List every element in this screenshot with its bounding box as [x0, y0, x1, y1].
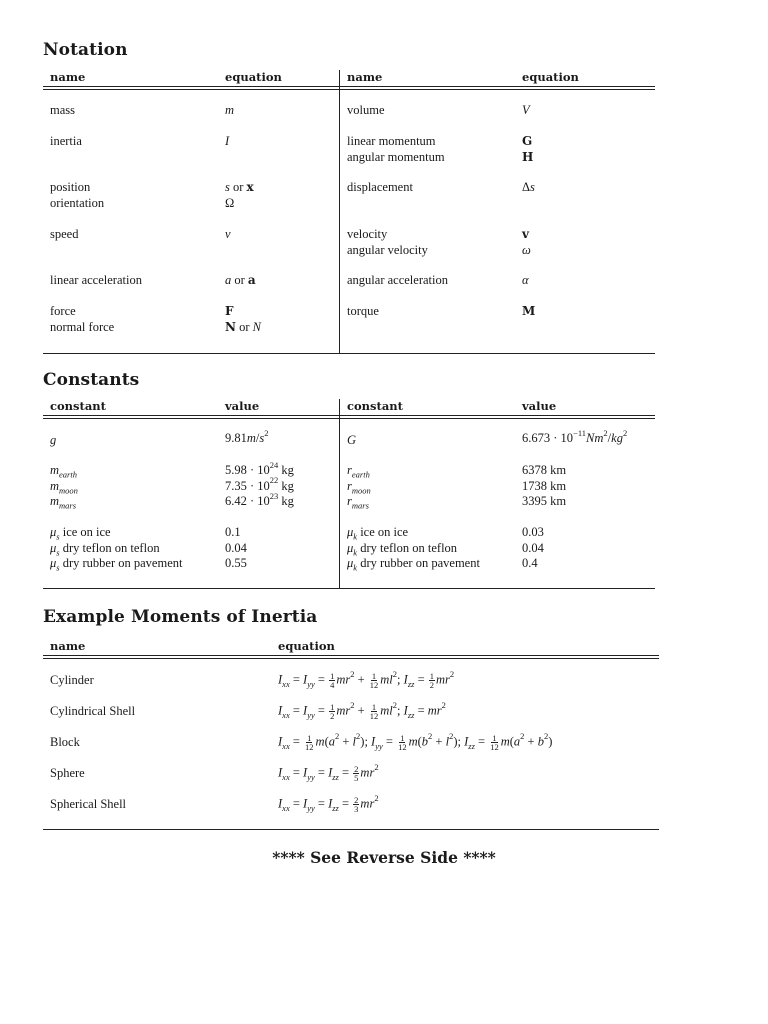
notation-header-name-left: name	[50, 70, 86, 84]
notation-name-volume: volume	[347, 103, 385, 117]
notation-name-mass: mass	[50, 103, 75, 117]
notation-title: Notation	[43, 40, 128, 60]
mu-k-teflon-value: 0.04	[522, 540, 544, 555]
notation-eq-position: s or x Ω	[225, 180, 254, 210]
moment-name-cylindrical-shell: Cylindrical Shell	[50, 704, 136, 718]
constant-G-symbol: G	[347, 433, 357, 447]
constant-mass-symbols: $m_{earth}$ $m_{moon}$ $m_{mars}$	[50, 463, 78, 511]
moment-eq-cylinder: $I_{xx} = I_{yy}$ = $\frac{1}{4}$ $mr^2$ + $\frac{1}{12}$ $ml^2$; $I_{zz}$ = $\frac{1}{2}$ $mr^2$	[278, 669, 455, 690]
constant-G-value: $6.673 \cdot 10^{-11}Nm^2/kg^2$	[522, 427, 628, 445]
notation-eq-volume: V	[522, 103, 530, 117]
notation-name-force	[50, 304, 114, 335]
moments-header-name: name	[50, 639, 86, 653]
table-bottom-rule	[43, 829, 659, 830]
notation-name-normal-force-line: normal force	[50, 319, 115, 334]
constants-header-value-left: value	[225, 399, 260, 413]
see-reverse-side-note: **** See Reverse Side ****	[272, 848, 496, 867]
notation-name-angular-velocity-line: angular velocity	[347, 242, 428, 257]
column-divider	[339, 399, 340, 588]
moment-eq-cylindrical-shell: $I_{xx} = I_{yy}$ = $\frac{1}{2}$ $mr^2$ + $\frac{1}{12}$ $ml^2$; $I_{zz} = mr^2$	[278, 700, 446, 721]
notation-name-force-line: force	[50, 304, 76, 318]
notation-name-position	[50, 180, 104, 211]
constant-mass-values: $5.98 \cdot 10^{24}$ kg $7.35 \cdot 10^{22}$ kg $6.42 \cdot 10^{23}$ kg	[225, 459, 294, 508]
table-bottom-rule	[43, 588, 655, 589]
moments-title: Example Moments of Inertia	[43, 607, 318, 627]
constant-mu-k-values	[522, 525, 544, 572]
header-rule-bottom	[43, 658, 659, 659]
header-rule-bottom	[43, 418, 655, 419]
notation-header-name-right: name	[347, 70, 383, 84]
notation-name-inertia: inertia	[50, 134, 82, 148]
notation-name-velocity	[347, 227, 428, 258]
notation-name-displacement: displacement	[347, 180, 413, 194]
table-bottom-rule	[43, 353, 655, 354]
constant-radius-values	[522, 463, 566, 510]
notation-name-speed: speed	[50, 227, 79, 241]
notation-header-equation-right: equation	[522, 70, 579, 84]
notation-name-velocity-line: velocity	[347, 227, 388, 241]
header-rule-top	[43, 415, 655, 416]
notation-name-linear-acceleration: linear acceleration	[50, 273, 142, 287]
notation-table	[43, 70, 655, 354]
notation-name-angular-acceleration: angular acceleration	[347, 273, 448, 287]
notation-eq-displacement: Δs	[522, 180, 535, 194]
constant-mu-s-labels: $\mu_s$ ice on ice $\mu_s$ dry teflon on teflon $\mu_s$ dry rubber on pavement	[50, 525, 183, 573]
header-rule-top	[43, 86, 655, 87]
moment-name-block: Block	[50, 735, 80, 749]
notation-name-position-line: position	[50, 180, 91, 194]
moment-name-spherical-shell: Spherical Shell	[50, 797, 127, 811]
moment-eq-spherical-shell: $I_{xx} = I_{yy} = I_{zz}$ = $\frac{2}{3}$ $mr^2$	[278, 793, 379, 814]
constant-g-symbol: g	[50, 433, 57, 447]
notation-eq-inertia: I	[225, 134, 230, 148]
constants-header-constant-left: constant	[50, 399, 106, 413]
mu-s-ice-value: 0.1	[225, 525, 241, 539]
constants-header-row	[43, 399, 655, 419]
constants-title: Constants	[43, 370, 140, 390]
notation-eq-torque: M	[522, 304, 536, 318]
mu-s-teflon-value: 0.04	[225, 540, 247, 555]
moment-eq-sphere: $I_{xx} = I_{yy} = I_{zz}$ = $\frac{2}{5}$ $mr^2$	[278, 762, 379, 783]
mu-k-rubber-value: 0.4	[522, 556, 538, 570]
moment-eq-block: $I_{xx}$ = $\frac{1}{12}$ $m(a^2 + l^2)$; $I_{yy}$ = $\frac{1}{12}$ $m(b^2 + l^2)$; $I_{zz}$ = $\frac{1}{12}$ $m(a^2 + b^2)$	[278, 731, 553, 752]
constants-header-constant-right: constant	[347, 399, 403, 413]
mu-k-ice-value: 0.03	[522, 525, 544, 539]
notation-eq-mass: m	[225, 103, 235, 117]
notation-name-angular-momentum-line: angular momentum	[347, 149, 445, 164]
notation-eq-force: F N or N	[225, 304, 261, 334]
moment-name-cylinder: Cylinder	[50, 673, 94, 687]
column-divider	[339, 70, 340, 353]
notation-eq-angular-acceleration: α	[522, 273, 529, 287]
mu-s-rubber-value: 0.55	[225, 556, 247, 570]
r-mars-value: 3395 km	[522, 494, 567, 508]
constants-table	[43, 399, 655, 590]
notation-name-momentum	[347, 134, 445, 165]
constant-mu-k-labels: $\mu_k$ ice on ice $\mu_k$ dry teflon on teflon $\mu_k$ dry rubber on pavement	[347, 525, 480, 573]
notation-eq-velocity: v ω	[522, 227, 531, 257]
notation-name-torque: torque	[347, 304, 379, 318]
notation-name-orientation-line: orientation	[50, 195, 105, 210]
notation-eq-speed: v	[225, 227, 231, 241]
moment-name-sphere: Sphere	[50, 766, 85, 780]
moments-table	[43, 639, 659, 831]
moments-header-equation: equation	[278, 639, 335, 653]
constants-header-value-right: value	[522, 399, 557, 413]
moments-header-row	[43, 639, 659, 659]
notation-header-row	[43, 70, 655, 90]
notation-header-equation-left: equation	[225, 70, 282, 84]
r-moon-value: 1738 km	[522, 478, 567, 493]
header-rule-top	[43, 655, 659, 656]
notation-name-linear-momentum-line: linear momentum	[347, 134, 436, 148]
notation-eq-momentum: G H	[522, 134, 534, 164]
constant-mu-s-values	[225, 525, 247, 572]
r-earth-value: 6378 km	[522, 463, 567, 477]
notation-eq-linear-acceleration: a or a	[225, 273, 256, 287]
constant-g-value: $9.81m/s^2$	[225, 427, 269, 445]
header-rule-bottom	[43, 89, 655, 90]
constant-radius-symbols: $r_{earth}$ $r_{moon}$ $r_{mars}$	[347, 463, 371, 511]
